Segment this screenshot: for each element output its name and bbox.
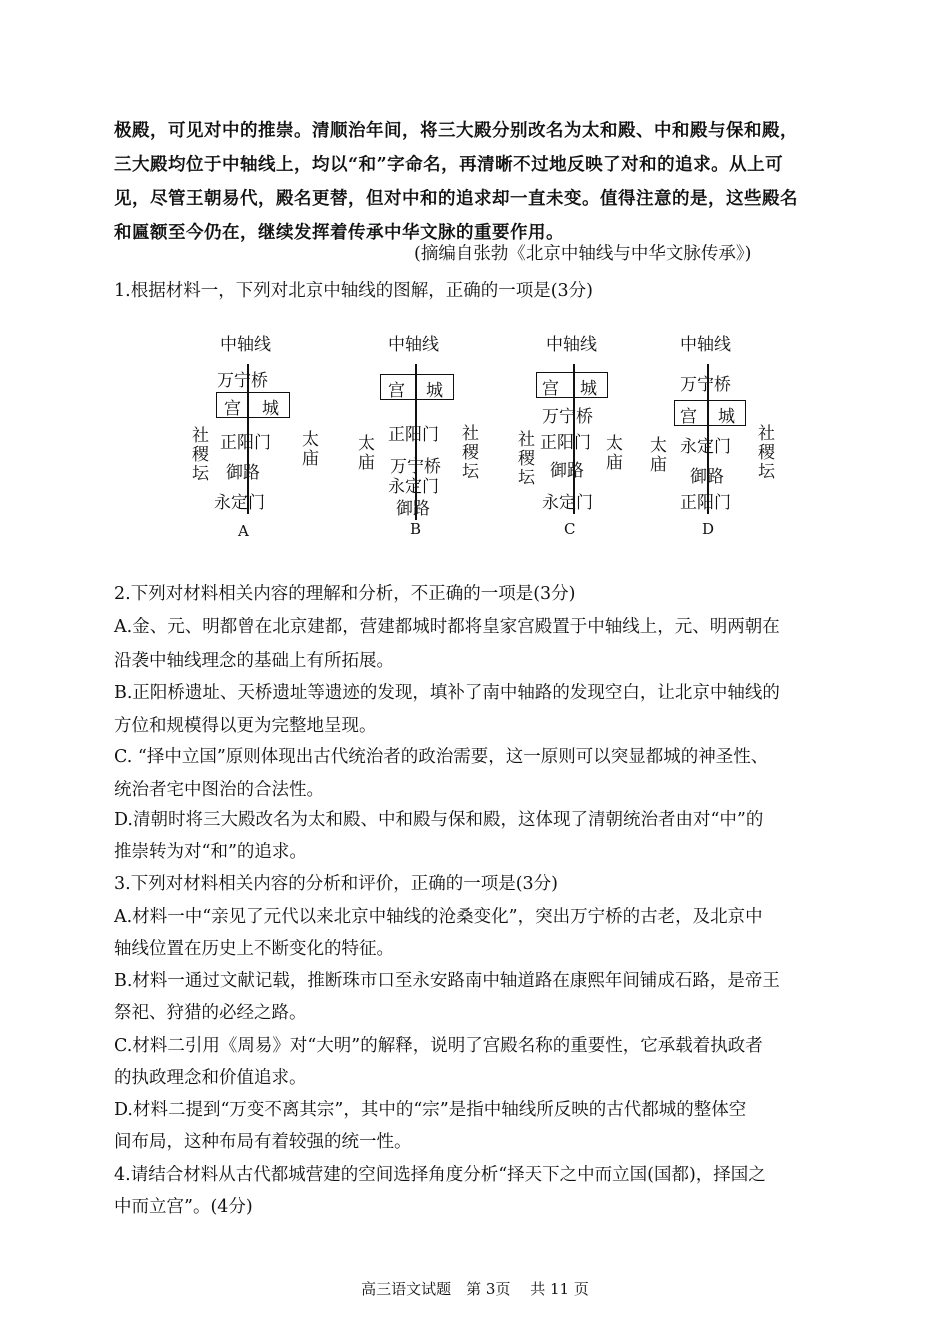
below-label: 御路 [550, 461, 584, 481]
passage-line: 和匾额至今仍在，继续发挥着传承中华文脉的重要作用。 [114, 223, 564, 243]
passage-line: 极殿，可见对中的推崇。清顺治年间，将三大殿分别改名为太和殿、中和殿与保和殿， [114, 121, 798, 141]
right-label: 社稷坛 [754, 424, 774, 481]
q3-option-b-cont: 祭祀、狩猎的必经之路。 [114, 1003, 307, 1023]
option-label: D [702, 520, 715, 538]
q4-stem: 4.请结合材料从古代都城营建的空间选择角度分析“择天下之中而立国(国都)，择国之 [114, 1165, 766, 1185]
q3-option-a-cont: 轴线位置在历史上不断变化的特征。 [114, 939, 394, 959]
below-label: 御路 [396, 499, 430, 519]
below-label: 正阳门 [388, 425, 439, 445]
below-label: 御路 [690, 467, 724, 487]
below-label: 正阳门 [220, 433, 271, 453]
palace-char: 城 [718, 407, 735, 427]
left-label: 社稷坛 [188, 426, 208, 483]
passage-line: 三大殿均位于中轴线上，均以“和”字命名，再清晰不过地反映了对和的追求。从上可 [114, 155, 784, 175]
q2-option-b: B.正阳桥遗址、天桥遗址等遗迹的发现，填补了南中轴路的发现空白，让北京中轴线的 [114, 683, 780, 703]
bridge-label: 万宁桥 [217, 371, 268, 391]
q2-option-b-cont: 方位和规模得以更为完整地呈现。 [114, 716, 377, 736]
q2-stem: 2.下列对材料相关内容的理解和分析，不正确的一项是(3分) [114, 584, 576, 604]
passage-source: (摘编自张勃《北京中轴线与中华文脉传承》) [414, 244, 752, 264]
palace-char: 宫 [542, 379, 559, 399]
below-label: 万宁桥 [390, 457, 441, 477]
diagram-d [644, 330, 794, 540]
palace-char: 城 [262, 399, 279, 419]
palace-char: 宫 [680, 407, 697, 427]
q3-option-c-cont: 的执政理念和价值追求。 [114, 1068, 307, 1088]
q4-stem-cont: 中而立宫”。(4分) [114, 1197, 253, 1217]
below-label: 正阳门 [540, 433, 591, 453]
left-label: 太庙 [354, 434, 374, 472]
q3-option-d: D.材料二提到“万变不离其宗”，其中的“宗”是指中轴线所反映的古代都城的整体空 [114, 1100, 747, 1120]
diagram-a [180, 330, 330, 540]
below-label: 永定门 [388, 477, 439, 497]
option-label: A [238, 522, 249, 540]
palace-char: 城 [580, 379, 597, 399]
q2-option-c-cont: 统治者宅中图治的合法性。 [114, 780, 324, 800]
q3-option-a: A.材料一中“亲见了元代以来北京中轴线的沧桑变化”，突出万宁桥的古老，及北京中 [114, 907, 763, 927]
left-label: 太庙 [646, 436, 666, 474]
right-label: 太庙 [298, 430, 318, 468]
below-label: 永定门 [542, 493, 593, 513]
below-label: 正阳门 [680, 493, 731, 513]
option-label: C [564, 520, 576, 538]
palace-char: 宫 [224, 399, 241, 419]
axis-label: 中轴线 [546, 335, 597, 355]
q3-option-b: B.材料一通过文献记载，推断珠市口至永安路南中轴道路在康熙年间铺成石路，是帝王 [114, 971, 780, 991]
below-label: 永定门 [680, 437, 731, 457]
below-label: 永定门 [214, 493, 265, 513]
axis-label: 中轴线 [220, 335, 271, 355]
palace-char: 宫 [388, 381, 405, 401]
right-label: 社稷坛 [458, 424, 478, 481]
page-footer: 高三语文试题 第 3页 共 11 页 [361, 1280, 589, 1298]
q3-stem: 3.下列对材料相关内容的分析和评价，正确的一项是(3分) [114, 874, 558, 894]
q3-option-d-cont: 间布局，这种布局有着较强的统一性。 [114, 1132, 412, 1152]
left-label: 社稷坛 [514, 430, 534, 487]
option-label: B [410, 520, 422, 538]
bridge-label: 万宁桥 [680, 375, 731, 395]
right-label: 太庙 [602, 434, 622, 472]
diagram-b [350, 330, 500, 540]
diagram-c [510, 330, 660, 540]
q2-option-d: D.清朝时将三大殿改名为太和殿、中和殿与保和殿，这体现了清朝统治者由对“中”的 [114, 810, 764, 830]
q3-option-c: C.材料二引用《周易》对“大明”的解释，说明了宫殿名称的重要性，它承载着执政者 [114, 1036, 763, 1056]
palace-char: 城 [426, 381, 443, 401]
axis-label: 中轴线 [680, 335, 731, 355]
passage-line: 见，尽管王朝易代，殿名更替，但对中和的追求却一直未变。值得注意的是，这些殿名 [114, 189, 798, 209]
q2-option-a-cont: 沿袭中轴线理念的基础上有所拓展。 [114, 651, 394, 671]
below-label: 御路 [226, 463, 260, 483]
q2-option-a: A.金、元、明都曾在北京建都，营建都城时都将皇家宫殿置于中轴线上，元、明两朝在 [114, 617, 780, 637]
below-label: 万宁桥 [542, 407, 593, 427]
q2-option-c: C. “择中立国”原则体现出古代统治者的政治需要，这一原则可以突显都城的神圣性、 [114, 747, 769, 767]
q1-stem: 1.根据材料一，下列对北京中轴线的图解，正确的一项是(3分) [114, 281, 593, 301]
q2-option-d-cont: 推崇转为对“和”的追求。 [114, 842, 307, 862]
axis-label: 中轴线 [388, 335, 439, 355]
